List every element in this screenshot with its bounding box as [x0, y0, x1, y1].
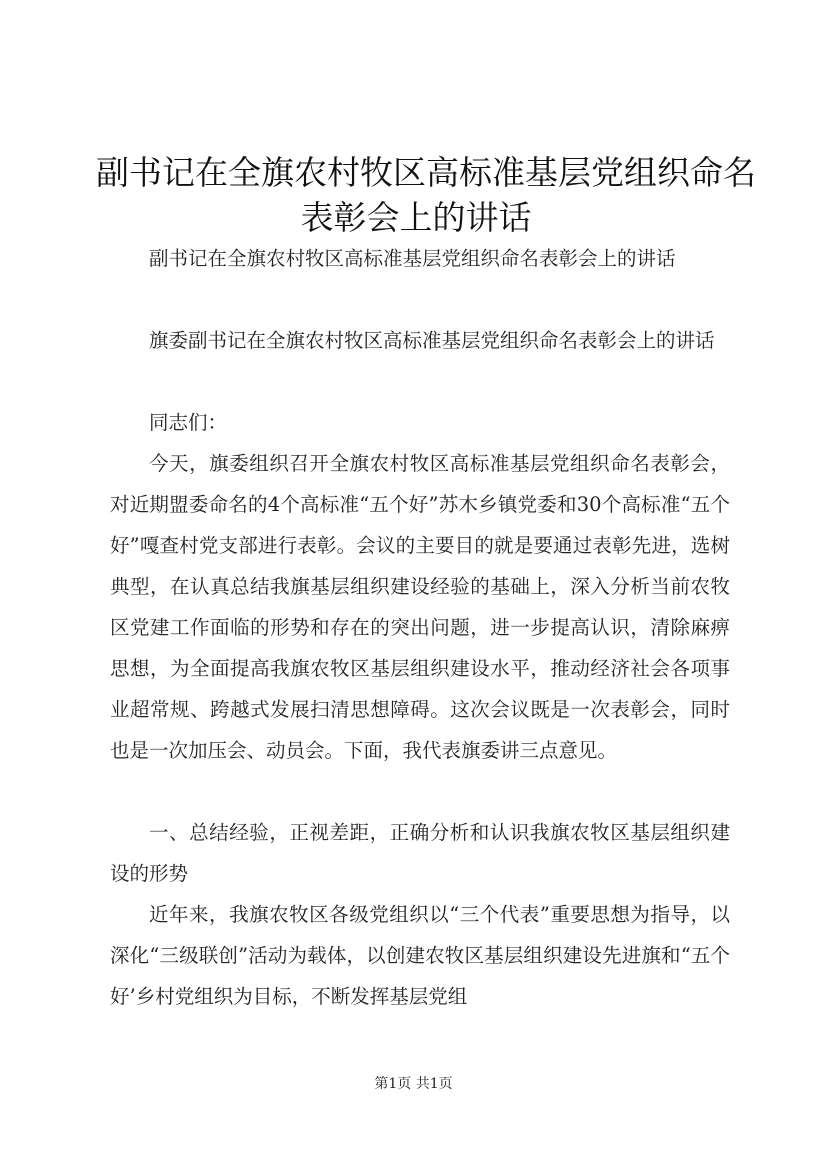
paragraph: 近年来，我旗农牧区各级党组织以“三个代表”重要思想为指导，以深化“三级联创”活动为载体，以创建农牧区基层组织建设先进旗和“五个好’乡村党组织为目标，不断发挥基层党组 [110, 903, 730, 1008]
paragraph-section-1-body [110, 894, 730, 1017]
paragraph: 旗委副书记在全旗农村牧区高标准基层党组织命名表彰会上的讲话 [149, 329, 715, 352]
paragraph: 副书记在全旗农村牧区高标准基层党组织命名表彰会上的讲话 [149, 247, 676, 270]
salutation: 同志们： [149, 411, 228, 434]
section-heading: 一、总结经验，正视差距，正确分析和认识我旗农牧区基层组织建设的形势 [110, 821, 730, 885]
paragraph-subtitle [110, 320, 730, 361]
paragraph-salutation [110, 402, 730, 443]
page-footer: 第1页 共1页 [374, 1076, 453, 1092]
section-heading-1 [110, 812, 730, 894]
paragraph-intro [110, 443, 730, 771]
document-title-line-1: 副书记在全旗农村牧区高标准基层党组织命名 [96, 153, 756, 192]
paragraph: 今天，旗委组织召开全旗农村牧区高标准基层党组织命名表彰会，对近期盟委命名的4个高标准“五个好”苏木乡镇党委和30个高标准“五个好”嘎查村党支部进行表彰。会议的主要目的就是要通过表彰先进，选树典型，在认真总结我旗基层组织建设经验的基础上，深入分析当前农牧区党建工作面临的形势和存在的突出问题，进一步提高认识，清除麻痹思想，为全面提高我旗农牧区基层组织建设水平，推动经济社会各项事业超常规、跨越式发展扫清思想障碍。这次会议既是一次表彰会，同时也是一次加压会、动员会。下面，我代表旗委讲三点意见。 [110, 452, 730, 762]
paragraph-heading-repeat [110, 238, 730, 279]
document-title-line-2: 表彰会上的讲话 [300, 198, 532, 237]
